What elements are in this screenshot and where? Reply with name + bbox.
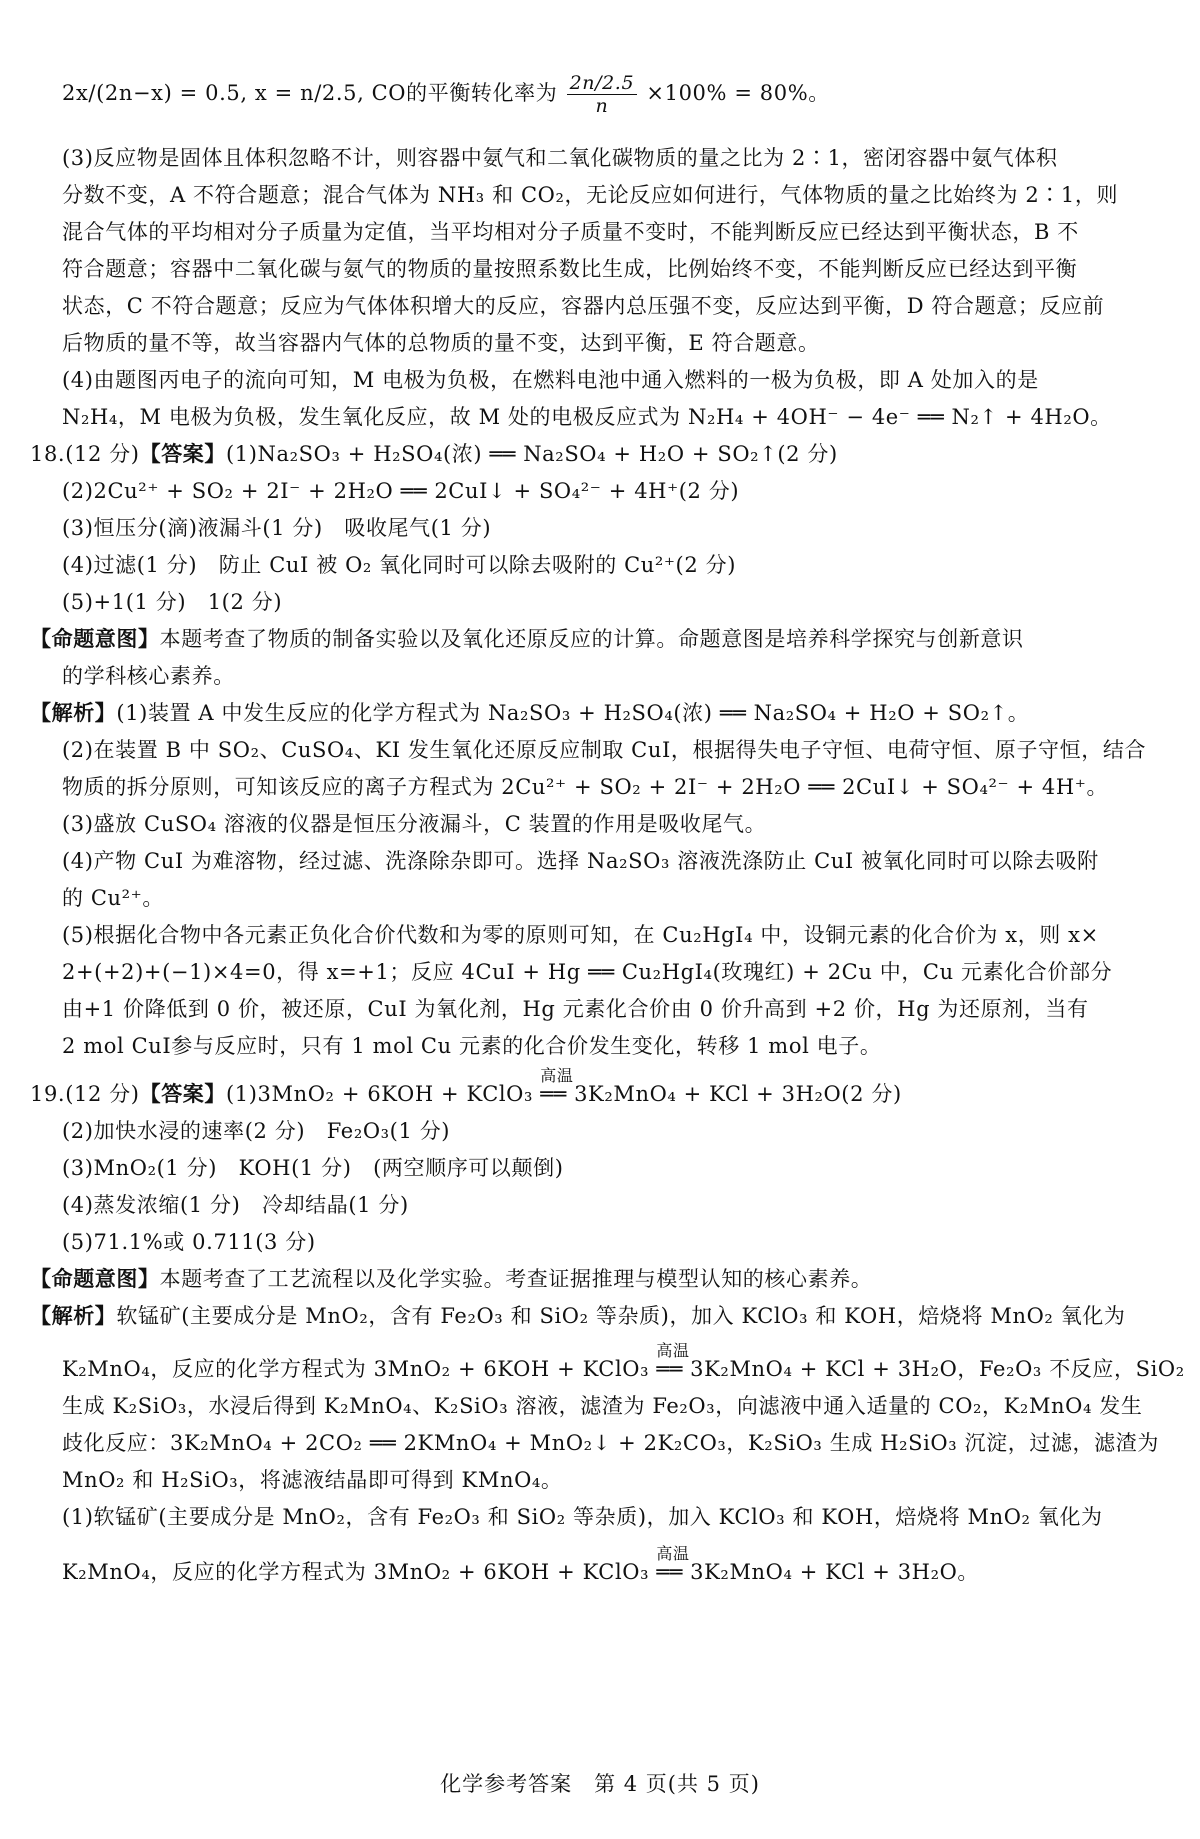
q18-head: 18.(12 分) [30, 442, 140, 466]
q18-analysis-5-line-4: 2 mol CuI参与反应时，只有 1 mol Cu 元素的化合价发生变化，转移 1 mol 电子。 [62, 1034, 882, 1058]
q17-3-line-5: 状态，C 不符合题意；反应为气体体积增大的反应，容器内总压强不变，反应达到平衡，D 符合题意；反应前 [62, 294, 1105, 318]
q17-3-line-6: 后物质的量不等，故当容器内气体的总物质的量不变，达到平衡，E 符合题意。 [62, 331, 820, 355]
q18-answer-line-1 [30, 438, 838, 470]
q19-analysis-line-1 [30, 1300, 1126, 1332]
q18-analysis-line-1 [30, 697, 1029, 729]
q18-analysis-2-line-2: 物质的拆分原则，可知该反应的离子方程式为 2Cu²⁺ + SO₂ + 2I⁻ + 2H₂O ══ 2CuI↓ + SO₄²⁻ + 4H⁺。 [62, 775, 1109, 799]
reaction-condition [656, 1341, 690, 1385]
q19-intent-line [30, 1263, 872, 1295]
q18-analysis-tag: 【解析】 [30, 700, 117, 725]
condition-label: 高温 [656, 1341, 690, 1360]
q19-answer-5: (5)71.1%或 0.711(3 分) [62, 1230, 316, 1254]
q19-head: 19.(12 分) [30, 1082, 140, 1106]
conversion-fraction [567, 72, 638, 117]
q17-3-line-3: 混合气体的平均相对分子质量为定值，当平均相对分子质量不变时，不能判断反应已经达到平衡状态，B 不 [62, 220, 1079, 244]
q18-analysis-2-line-1: (2)在装置 B 中 SO₂、CuSO₄、KI 发生氧化还原反应制取 CuI，根据得失电子守恒、电荷守恒、原子守恒，结合 [62, 738, 1147, 762]
q18-answer-3: (3)恒压分(滴)液漏斗(1 分) 吸收尾气(1 分) [62, 516, 492, 540]
q19-answer-1-pre: (1)3MnO₂ + 6KOH + KClO₃ [226, 1082, 541, 1106]
q18-intent-line-1 [30, 623, 1024, 655]
q19-analysis-tag: 【解析】 [30, 1303, 117, 1328]
q19-intent: 本题考查了工艺流程以及化学实验。考查证据推理与模型认知的核心素养。 [159, 1267, 873, 1291]
q19-analysis-0-2-post: 3K₂MnO₄ + KCl + 3H₂O，Fe₂O₃ 不反应，SiO₂ [682, 1357, 1185, 1381]
q18-answer-2: (2)2Cu²⁺ + SO₂ + 2I⁻ + 2H₂O ══ 2CuI↓ + SO₄²⁻ + 4H⁺(2 分) [62, 479, 740, 503]
condition-label: 高温 [656, 1544, 690, 1563]
co-conversion-pre: 2x/(2n−x) = 0.5, x = n/2.5, CO的平衡转化率为 [62, 81, 558, 105]
q19-analysis-0-3: 生成 K₂SiO₃，水浸后得到 K₂MnO₄、K₂SiO₃ 溶液，滤渣为 Fe₂O₃，向滤液中通入适量的 CO₂，K₂MnO₄ 发生 [62, 1394, 1143, 1418]
q19-answer-4: (4)蒸发浓缩(1 分) 冷却结晶(1 分) [62, 1193, 409, 1217]
q18-intent-line-2: 的学科核心素养。 [62, 664, 235, 688]
q18-intent-tag: 【命题意图】 [30, 626, 160, 651]
q17-3-line-2: 分数不变，A 不符合题意；混合气体为 NH₃ 和 CO₂，无论反应如何进行，气体物质的量之比始终为 2∶1，则 [62, 183, 1119, 207]
q19-analysis-1-2 [62, 1544, 980, 1588]
condition-label: 高温 [540, 1066, 574, 1085]
q19-answer-1-post: 3K₂MnO₄ + KCl + 3H₂O(2 分) [566, 1082, 902, 1106]
equals-arrow: ══ [656, 1560, 683, 1584]
q18-answer-1: (1)Na₂SO₃ + H₂SO₄(浓) ══ Na₂SO₄ + H₂O + SO₂↑(2 分) [226, 442, 838, 466]
q17-4-line-1: (4)由题图丙电子的流向可知，M 电极为负极，在燃料电池中通入燃料的一极为负极，即 A 处加入的是 [62, 368, 1039, 392]
q19-answer-line-1 [30, 1066, 902, 1110]
q19-answer-3: (3)MnO₂(1 分) KOH(1 分) (两空顺序可以颠倒) [62, 1156, 564, 1180]
q18-analysis-5-line-2: 2+(+2)+(−1)×4=0，得 x=+1；反应 4CuI + Hg ══ Cu₂HgI₄(玫瑰红) + 2Cu 中，Cu 元素化合价部分 [62, 960, 1113, 984]
co-conversion-line [62, 72, 830, 117]
q18-intent-1: 本题考查了物质的制备实验以及氧化还原反应的计算。命题意图是培养科学探究与创新意识 [159, 627, 1024, 651]
q19-analysis-1-2-pre: K₂MnO₄，反应的化学方程式为 3MnO₂ + 6KOH + KClO₃ [62, 1560, 657, 1584]
q19-analysis-0-2 [62, 1341, 1185, 1385]
q18-answer-tag: 【答案】 [139, 441, 226, 466]
q18-analysis-1: (1)装置 A 中发生反应的化学方程式为 Na₂SO₃ + H₂SO₄(浓) ══ Na₂SO₄ + H₂O + SO₂↑。 [116, 701, 1030, 725]
q19-analysis-0-4: 歧化反应：3K₂MnO₄ + 2CO₂ ══ 2KMnO₄ + MnO₂↓ + 2K₂CO₃，K₂SiO₃ 生成 H₂SiO₃ 沉淀，过滤，滤渣为 [62, 1431, 1159, 1455]
fraction-denominator: n [595, 95, 609, 117]
q19-answer-tag: 【答案】 [139, 1081, 226, 1106]
q18-analysis-4-line-1: (4)产物 CuI 为难溶物，经过滤、洗涤除杂即可。选择 Na₂SO₃ 溶液洗涤防止 CuI 被氧化同时可以除去吸附 [62, 849, 1099, 873]
q18-analysis-5-line-1: (5)根据化合物中各元素正负化合价代数和为零的原则可知，在 Cu₂HgI₄ 中，设铜元素的化合价为 x，则 x× [62, 923, 1099, 947]
q19-answer-2: (2)加快水浸的速率(2 分) Fe₂O₃(1 分) [62, 1119, 451, 1143]
page-footer: 化学参考答案 第 4 页(共 5 页) [440, 1772, 760, 1796]
q18-answer-5: (5)+1(1 分) 1(2 分) [62, 590, 283, 614]
q18-answer-4: (4)过滤(1 分) 防止 CuI 被 O₂ 氧化同时可以除去吸附的 Cu²⁺(2 分) [62, 553, 736, 577]
reaction-condition [656, 1544, 690, 1588]
fraction-numerator: 2n/2.5 [567, 72, 638, 95]
q17-4-line-2: N₂H₄，M 电极为负极，发生氧化反应，故 M 处的电极反应式为 N₂H₄ + 4OH⁻ − 4e⁻ ══ N₂↑ + 4H₂O。 [62, 405, 1112, 429]
reaction-condition [540, 1066, 574, 1110]
q19-analysis-1-1: (1)软锰矿(主要成分是 MnO₂，含有 Fe₂O₃ 和 SiO₂ 等杂质)，加入 KClO₃ 和 KOH，焙烧将 MnO₂ 氧化为 [62, 1505, 1103, 1529]
q18-analysis-5-line-3: 由+1 价降低到 0 价，被还原，CuI 为氧化剂，Hg 元素化合价由 0 价升高到 +2 价，Hg 为还原剂，当有 [62, 997, 1089, 1021]
equals-arrow: ══ [540, 1082, 567, 1106]
q19-analysis-0-5: MnO₂ 和 H₂SiO₃，将滤液结晶即可得到 KMnO₄。 [62, 1468, 563, 1492]
q19-analysis-0-1: 软锰矿(主要成分是 MnO₂，含有 Fe₂O₃ 和 SiO₂ 等杂质)，加入 KClO₃ 和 KOH，焙烧将 MnO₂ 氧化为 [116, 1304, 1126, 1328]
q18-analysis-4-line-2: 的 Cu²⁺。 [62, 886, 164, 910]
q19-analysis-1-2-post: 3K₂MnO₄ + KCl + 3H₂O。 [682, 1560, 980, 1584]
q17-3-line-4: 符合题意；容器中二氧化碳与氨气的物质的量按照系数比生成，比例始终不变，不能判断反应已经达到平衡 [62, 257, 1078, 281]
q18-analysis-3: (3)盛放 CuSO₄ 溶液的仪器是恒压分液漏斗，C 装置的作用是吸收尾气。 [62, 812, 767, 836]
equals-arrow: ══ [656, 1357, 683, 1381]
q17-3-line-1: (3)反应物是固体且体积忽略不计，则容器中氨气和二氧化碳物质的量之比为 2∶1，密闭容器中氨气体积 [62, 146, 1058, 170]
q19-analysis-0-2-pre: K₂MnO₄，反应的化学方程式为 3MnO₂ + 6KOH + KClO₃ [62, 1357, 657, 1381]
q19-intent-tag: 【命题意图】 [30, 1266, 160, 1291]
co-conversion-post: ×100% = 80%。 [646, 81, 830, 105]
